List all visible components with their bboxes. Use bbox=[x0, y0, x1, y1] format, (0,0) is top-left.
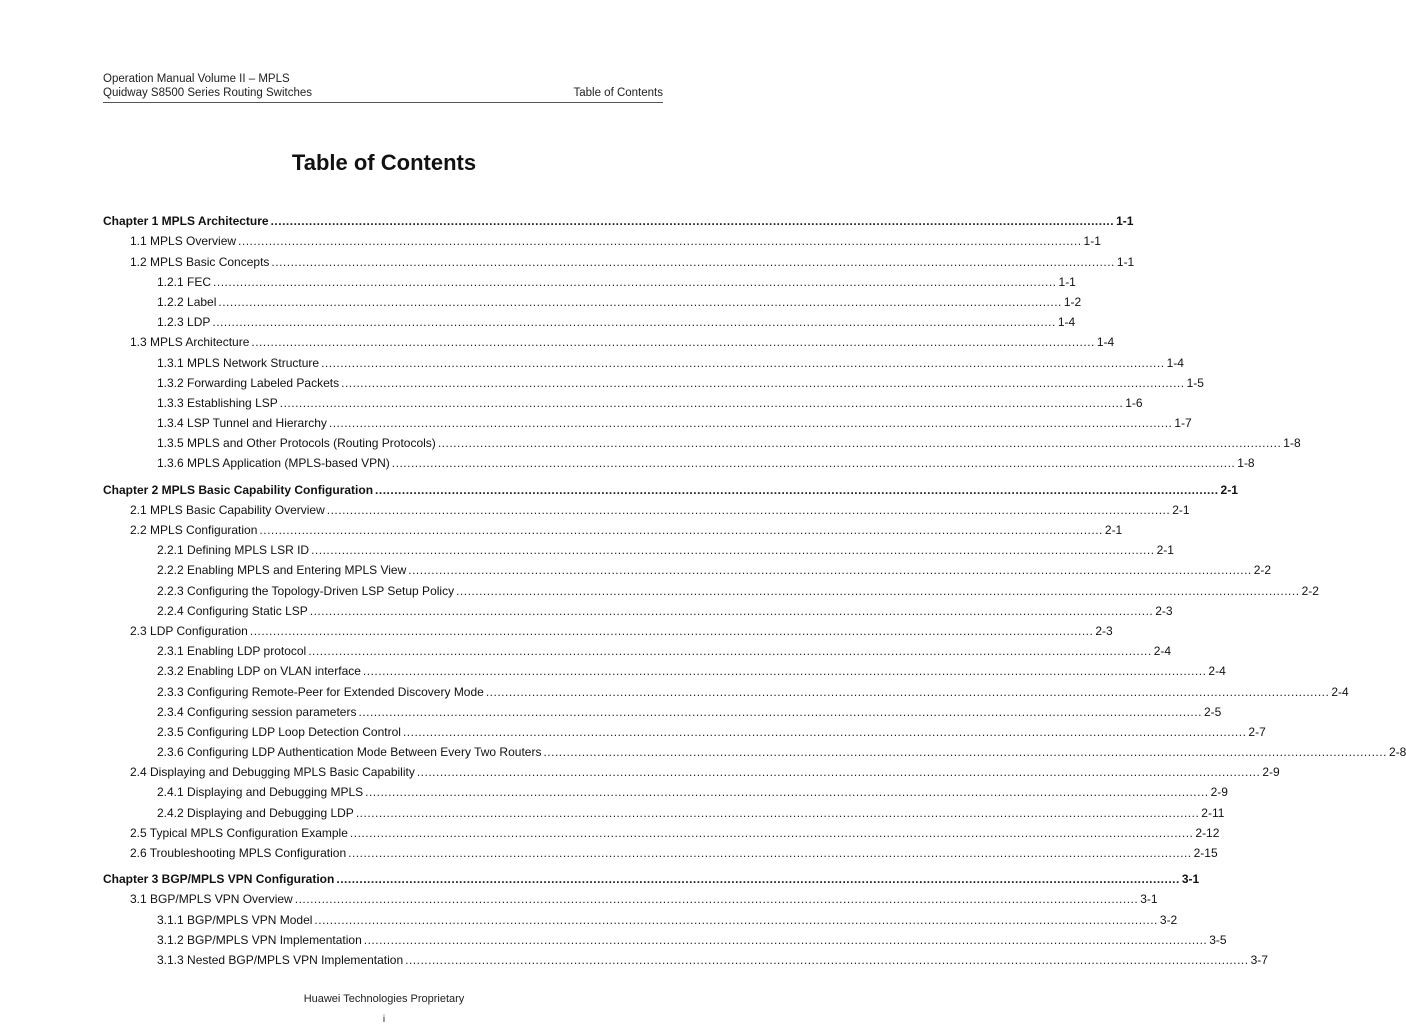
toc-entry[interactable] bbox=[103, 678, 1349, 699]
toc-entry-title: 1.1 MPLS Overview bbox=[130, 234, 237, 249]
toc-entry-page: 2-9 bbox=[1210, 785, 1228, 800]
toc-chapter-entry[interactable] bbox=[103, 866, 1200, 887]
toc-entry[interactable] bbox=[103, 537, 1174, 558]
toc-entry-page: 2-2 bbox=[1253, 563, 1272, 578]
toc-entry[interactable] bbox=[103, 497, 1190, 517]
toc-entry-page: 1-5 bbox=[1186, 375, 1204, 390]
header-manual-title: Operation Manual Volume II – MPLS bbox=[103, 73, 290, 85]
toc-entry-title: 3.1.3 Nested BGP/MPLS VPN Implementation bbox=[157, 952, 404, 967]
toc-entry-page: 2-4 bbox=[1208, 664, 1226, 679]
toc-entry[interactable] bbox=[103, 658, 1226, 679]
toc-entry-page: 1-1 bbox=[1116, 214, 1134, 229]
toc-entry-page: 1-8 bbox=[1283, 436, 1301, 451]
toc-entry-page: 2-3 bbox=[1095, 623, 1113, 638]
toc-entry-page: 2-1 bbox=[1220, 482, 1238, 497]
toc-entry-title: 2.6 Troubleshooting MPLS Configuration bbox=[130, 846, 347, 860]
toc-entry-title: 1.3.2 Forwarding Labeled Packets bbox=[157, 375, 340, 390]
toc-entry-title: 2.2.3 Configuring the Topology-Driven LSP Setup Policy bbox=[157, 583, 455, 598]
toc-dot-leader: ............................................................................................................................................................................................................................ bbox=[314, 912, 1158, 927]
toc-entry-title: 1.3.5 MPLS and Other Protocols (Routing Protocols) bbox=[157, 436, 436, 451]
toc-entry[interactable] bbox=[103, 517, 1123, 537]
toc-entry[interactable] bbox=[103, 799, 1225, 820]
toc-entry-page: 3-2 bbox=[1159, 912, 1178, 927]
toc-entry[interactable] bbox=[103, 329, 1115, 350]
toc-entry-page: 2-11 bbox=[1201, 805, 1225, 820]
toc-entry-page: 2-4 bbox=[1153, 644, 1172, 659]
toc-entry[interactable] bbox=[103, 228, 1101, 249]
toc-entry[interactable] bbox=[103, 430, 1301, 451]
page-number: i bbox=[382, 1014, 386, 1025]
toc-entry-title: 2.3.3 Configuring Remote-Peer for Extended Discovery Mode bbox=[157, 684, 484, 699]
toc-entry-title: 2.2.1 Defining MPLS LSR ID bbox=[157, 543, 310, 558]
toc-entry[interactable] bbox=[103, 947, 1268, 967]
toc-entry-page: 1-4 bbox=[1096, 335, 1115, 350]
toc-entry-title: 2.3.2 Enabling LDP on VLAN interface bbox=[157, 664, 361, 679]
toc-entry[interactable] bbox=[103, 759, 1280, 780]
toc-entry[interactable] bbox=[103, 886, 1158, 907]
toc-entry-page: 2-4 bbox=[1331, 684, 1349, 699]
toc-entry[interactable] bbox=[103, 719, 1266, 739]
toc-dot-leader: ............................................................................................................................................................................................................................ bbox=[391, 456, 1236, 471]
toc-entry-title: 2.2.2 Enabling MPLS and Entering MPLS View bbox=[157, 563, 407, 578]
toc-dot-leader: ............................................................................................................................................................................................................................ bbox=[218, 294, 1062, 309]
toc-entry-page: 1-4 bbox=[1057, 315, 1076, 330]
toc-entry-title: 3.1.2 BGP/MPLS VPN Implementation bbox=[157, 932, 362, 947]
toc-entry-page: 1-2 bbox=[1063, 294, 1082, 309]
toc-entry[interactable] bbox=[103, 618, 1113, 638]
toc-entry[interactable] bbox=[103, 410, 1192, 431]
toc-entry-title: 1.2.2 Label bbox=[157, 294, 217, 309]
toc-dot-leader: ............................................................................................................................................................................................................................ bbox=[543, 745, 1387, 760]
toc-dot-leader: ............................................................................................................................................................................................................................ bbox=[408, 563, 1252, 578]
toc-entry-page: 2-8 bbox=[1388, 745, 1406, 760]
toc-chapter-entry[interactable] bbox=[103, 208, 1134, 229]
toc-entry-page: 2-15 bbox=[1193, 846, 1218, 860]
toc-entry-title: Chapter 3 BGP/MPLS VPN Configuration bbox=[103, 872, 335, 887]
toc-entry-title: 2.4.1 Displaying and Debugging MPLS bbox=[157, 785, 364, 800]
toc-entry-title: 2.3 LDP Configuration bbox=[130, 623, 248, 638]
toc-entry[interactable] bbox=[103, 927, 1227, 947]
toc-dot-leader: ............................................................................................................................................................................................................................ bbox=[251, 335, 1095, 350]
toc-entry-title: 1.2.1 FEC bbox=[157, 274, 212, 289]
toc-dot-leader: ............................................................................................................................................................................................................................ bbox=[309, 603, 1154, 618]
toc-entry-title: 1.3 MPLS Architecture bbox=[130, 335, 250, 350]
header-section-name: Table of Contents bbox=[573, 87, 663, 99]
toc-entry[interactable] bbox=[103, 906, 1178, 927]
toc-entry-page: 3-1 bbox=[1140, 892, 1158, 907]
toc-dot-leader: ............................................................................................................................................................................................................................ bbox=[362, 664, 1207, 679]
toc-entry-page: 1-6 bbox=[1125, 395, 1143, 410]
toc-entry-title: 2.2.4 Configuring Static LSP bbox=[157, 603, 308, 618]
toc-entry-page: 1-7 bbox=[1174, 416, 1192, 431]
toc-dot-leader: ............................................................................................................................................................................................................................ bbox=[259, 523, 1103, 537]
toc-entry-page: 2-1 bbox=[1156, 543, 1174, 558]
toc-dot-leader: ............................................................................................................................................................................................................................ bbox=[336, 872, 1180, 887]
toc-entry[interactable] bbox=[103, 370, 1204, 390]
toc-dot-leader: ............................................................................................................................................................................................................................ bbox=[355, 805, 1200, 820]
toc-entry-page: 2-5 bbox=[1203, 704, 1222, 719]
toc-entry-title: 1.3.1 MPLS Network Structure bbox=[157, 355, 320, 370]
toc-entry[interactable] bbox=[103, 779, 1228, 800]
toc-entry-title: 1.3.3 Establishing LSP bbox=[157, 395, 278, 410]
toc-entry-title: 2.3.4 Configuring session parameters bbox=[157, 704, 357, 719]
toc-entry-title: 2.1 MPLS Basic Capability Overview bbox=[130, 502, 325, 517]
toc-entry-title: 3.1 BGP/MPLS VPN Overview bbox=[130, 892, 293, 907]
toc-dot-leader: ............................................................................................................................................................................................................................ bbox=[279, 395, 1124, 410]
toc-entry-title: 2.3.1 Enabling LDP protocol bbox=[157, 644, 307, 659]
toc-entry-title: 2.3.6 Configuring LDP Authentication Mode Between Every Two Routers bbox=[157, 745, 542, 760]
toc-entry-title: Chapter 1 MPLS Architecture bbox=[103, 214, 269, 229]
toc-entry-page: 2-9 bbox=[1262, 765, 1280, 780]
toc-entry-title: 2.3.5 Configuring LDP Loop Detection Control bbox=[157, 724, 401, 739]
toc-dot-leader: ............................................................................................................................................................................................................................ bbox=[375, 482, 1219, 497]
toc-entry[interactable] bbox=[103, 450, 1255, 471]
toc-dot-leader: ............................................................................................................................................................................................................................ bbox=[308, 644, 1152, 659]
toc-entry-page: 3-7 bbox=[1250, 952, 1268, 967]
toc-entry-title: 2.4 Displaying and Debugging MPLS Basic Capability bbox=[130, 765, 415, 780]
toc-dot-leader: ............................................................................................................................................................................................................................ bbox=[311, 543, 1155, 558]
toc-entry[interactable] bbox=[103, 820, 1220, 840]
toc-chapter-entry[interactable] bbox=[103, 476, 1238, 497]
toc-entry-page: 1-8 bbox=[1237, 456, 1255, 471]
toc-dot-leader: ............................................................................................................................................................................................................................ bbox=[326, 502, 1171, 517]
toc-entry-title: 1.2 MPLS Basic Concepts bbox=[130, 254, 270, 269]
toc-dot-leader: ............................................................................................................................................................................................................................ bbox=[321, 355, 1165, 370]
toc-entry[interactable] bbox=[103, 248, 1135, 269]
header-product-name: Quidway S8500 Series Routing Switches bbox=[103, 87, 313, 99]
toc-dot-leader: ............................................................................................................................................................................................................................ bbox=[348, 846, 1192, 860]
toc-entry-page: 2-2 bbox=[1301, 583, 1319, 598]
toc-dot-leader: ............................................................................................................................................................................................................................ bbox=[405, 952, 1249, 967]
toc-entry[interactable] bbox=[103, 598, 1173, 618]
toc-entry-page: 2-1 bbox=[1172, 502, 1190, 517]
toc-list bbox=[103, 208, 1406, 967]
toc-dot-leader: ............................................................................................................................................................................................................................ bbox=[341, 375, 1185, 390]
toc-dot-leader: ............................................................................................................................................................................................................................ bbox=[349, 825, 1194, 840]
toc-entry-title: 1.3.6 MPLS Application (MPLS-based VPN) bbox=[157, 456, 390, 471]
header-divider bbox=[103, 102, 663, 103]
toc-entry-page: 3-5 bbox=[1209, 932, 1227, 947]
toc-entry[interactable] bbox=[103, 557, 1272, 578]
page-title: Table of Contents bbox=[291, 150, 477, 175]
toc-dot-leader: ............................................................................................................................................................................................................................ bbox=[238, 234, 1082, 249]
toc-entry-page: 1-1 bbox=[1058, 274, 1076, 289]
toc-dot-leader: ............................................................................................................................................................................................................................ bbox=[363, 932, 1208, 947]
page-footer: Huawei Technologies Proprietary bbox=[303, 993, 465, 1005]
toc-entry-title: 3.1.1 BGP/MPLS VPN Model bbox=[157, 912, 313, 927]
toc-entry[interactable] bbox=[103, 739, 1406, 760]
toc-dot-leader: ............................................................................................................................................................................................................................ bbox=[212, 315, 1056, 330]
toc-entry-page: 1-1 bbox=[1116, 254, 1135, 269]
toc-entry-title: 2.4.2 Displaying and Debugging LDP bbox=[157, 805, 354, 820]
toc-entry-page: 1-1 bbox=[1083, 234, 1101, 249]
toc-entry-page: 2-1 bbox=[1104, 523, 1123, 537]
toc-entry-page: 1-4 bbox=[1166, 355, 1184, 370]
toc-entry-page: 2-7 bbox=[1248, 724, 1266, 739]
toc-dot-leader: ............................................................................................................................................................................................................................ bbox=[249, 623, 1094, 638]
toc-entry[interactable] bbox=[103, 349, 1184, 370]
toc-entry[interactable] bbox=[103, 699, 1222, 719]
toc-dot-leader: ............................................................................................................................................................................................................................ bbox=[358, 704, 1202, 719]
toc-dot-leader: ............................................................................................................................................................................................................................ bbox=[485, 684, 1330, 699]
page-header bbox=[103, 72, 663, 100]
toc-dot-leader: ............................................................................................................................................................................................................................ bbox=[294, 892, 1139, 907]
toc-entry-title: 1.3.4 LSP Tunnel and Hierarchy bbox=[157, 416, 327, 431]
toc-dot-leader: ............................................................................................................................................................................................................................ bbox=[365, 785, 1209, 800]
toc-entry-page: 3-1 bbox=[1181, 872, 1200, 887]
toc-entry[interactable] bbox=[103, 577, 1319, 598]
toc-dot-leader: ............................................................................................................................................................................................................................ bbox=[416, 765, 1261, 780]
toc-dot-leader: ............................................................................................................................................................................................................................ bbox=[456, 583, 1300, 598]
toc-entry[interactable] bbox=[103, 309, 1076, 330]
header-row bbox=[103, 86, 663, 100]
toc-entry-page: 2-3 bbox=[1155, 603, 1173, 618]
toc-dot-leader: ............................................................................................................................................................................................................................ bbox=[213, 274, 1057, 289]
toc-dot-leader: ............................................................................................................................................................................................................................ bbox=[270, 214, 1115, 229]
toc-entry[interactable] bbox=[103, 840, 1218, 860]
toc-entry-title: Chapter 2 MPLS Basic Capability Configuration bbox=[103, 482, 374, 497]
toc-entry[interactable] bbox=[103, 269, 1076, 289]
toc-entry[interactable] bbox=[103, 390, 1143, 410]
toc-entry[interactable] bbox=[103, 289, 1082, 309]
toc-entry[interactable] bbox=[103, 638, 1172, 659]
toc-dot-leader: ............................................................................................................................................................................................................................ bbox=[402, 724, 1247, 739]
toc-entry-title: 2.2 MPLS Configuration bbox=[130, 523, 258, 537]
toc-dot-leader: ............................................................................................................................................................................................................................ bbox=[437, 436, 1282, 451]
toc-entry-title: 1.2.3 LDP bbox=[157, 315, 211, 330]
toc-entry-title: 2.5 Typical MPLS Configuration Example bbox=[130, 825, 348, 840]
toc-dot-leader: ............................................................................................................................................................................................................................ bbox=[271, 254, 1115, 269]
toc-dot-leader: ............................................................................................................................................................................................................................ bbox=[328, 416, 1173, 431]
toc-entry-page: 2-12 bbox=[1195, 825, 1220, 840]
